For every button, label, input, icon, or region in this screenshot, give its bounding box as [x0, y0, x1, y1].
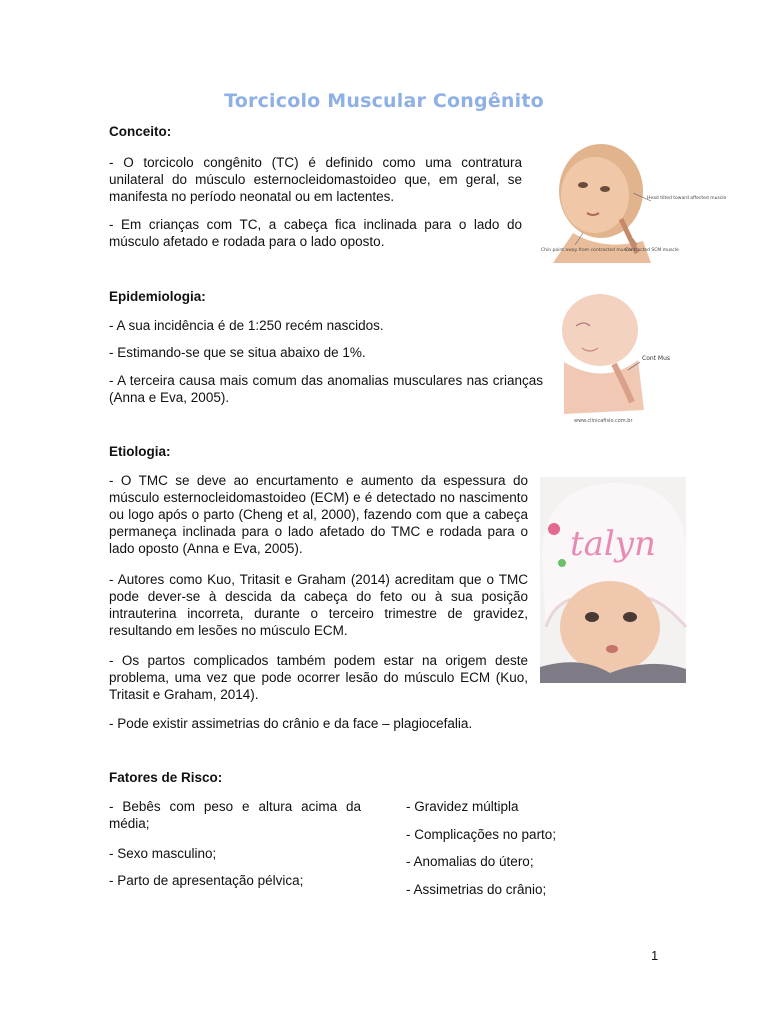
figure1-label-scm: Contracted SCM muscle [625, 248, 679, 253]
page-title: Torcicolo Muscular Congênito [224, 90, 544, 112]
paragraph-etiologia-1: - O TMC se deve ao encurtamento e aumento da espessura do músculo esternocleidomastoideo (ECM) e é detectado no nascimento ou logo após o parto (Cheng et al, 2000), fazendo com que a cabeça permaneça inclinada para o lado afetado do TMC e rodada para o lado oposto (Anna e Eva, 2005). [109, 473, 528, 556]
figure1-label-chin: Chin point away from contracted muscle [541, 248, 633, 253]
figure2-label-muscle: Cont Mus [642, 355, 671, 362]
figure2-watermark: www.clinicafisio.com.br [574, 418, 633, 424]
paragraph-etiologia-2: - Autores como Kuo, Tritasit e Graham (2014) acreditam que o TMC pode dever-se à descida da cabeça do feto ou à sua posição intrauterina incorreta, durante o terceiro trimestre de gravidez, resultando em lesões no músculo ECM. [109, 572, 528, 638]
paragraph-epidemiologia-2: - Estimando-se que se situa abaixo de 1%. [109, 345, 366, 360]
paragraph-epidemiologia-3: - A terceira causa mais comum das anomalias musculares nas crianças (Anna e Eva, 2005). [109, 373, 543, 405]
figure-baby-helmet-photo [540, 477, 686, 683]
list-item-fatores-right-2: - Complicações no parto; [406, 827, 557, 842]
list-item-fatores-left-2: - Sexo masculino; [109, 846, 217, 861]
list-item-fatores-left-1: - Bebês com peso e altura acima da média; [109, 799, 361, 831]
svg-text:Head tilted toward affected mu [647, 195, 727, 201]
figure-neck-illustration [554, 290, 678, 428]
paragraph-conceito-2: - Em crianças com TC, a cabeça fica inclinada para o lado do músculo afetado e rodada para o lado oposto. [109, 217, 522, 249]
heading-etiologia: Etiologia: [109, 444, 171, 459]
paragraph-conceito-1: - O torcicolo congênito (TC) é definido como uma contratura unilateral do músculo esternocleidomastoideo que, em geral, se manifesta no período neonatal ou em lactentes. [109, 155, 522, 204]
figure1-label-head: Head tilted toward affected muscle [647, 196, 727, 201]
heading-conceito: Conceito: [109, 124, 172, 139]
page-number: 1 [651, 948, 659, 963]
heading-epidemiologia: Epidemiologia: [109, 289, 206, 304]
figure-torticollis-diagram [533, 133, 727, 263]
list-item-fatores-left-3: - Parto de apresentação pélvica; [109, 873, 304, 888]
figure3-helmet-text: talyn [570, 524, 656, 564]
list-item-fatores-right-1: - Gravidez múltipla [406, 799, 519, 814]
heading-fatores-risco: Fatores de Risco: [109, 770, 223, 785]
paragraph-epidemiologia-1: - A sua incidência é de 1:250 recém nascidos. [109, 318, 384, 333]
list-item-fatores-right-3: - Anomalias do útero; [406, 854, 534, 869]
paragraph-etiologia-4: - Pode existir assimetrias do crânio e da face – plagiocefalia. [109, 716, 473, 731]
paragraph-etiologia-3: - Os partos complicados também podem estar na origem deste problema, uma vez que pode ocorrer lesão do músculo ECM (Kuo, Tritasit e Graham, 2014). [109, 653, 528, 702]
list-item-fatores-right-4: - Assimetrias do crânio; [406, 882, 547, 897]
